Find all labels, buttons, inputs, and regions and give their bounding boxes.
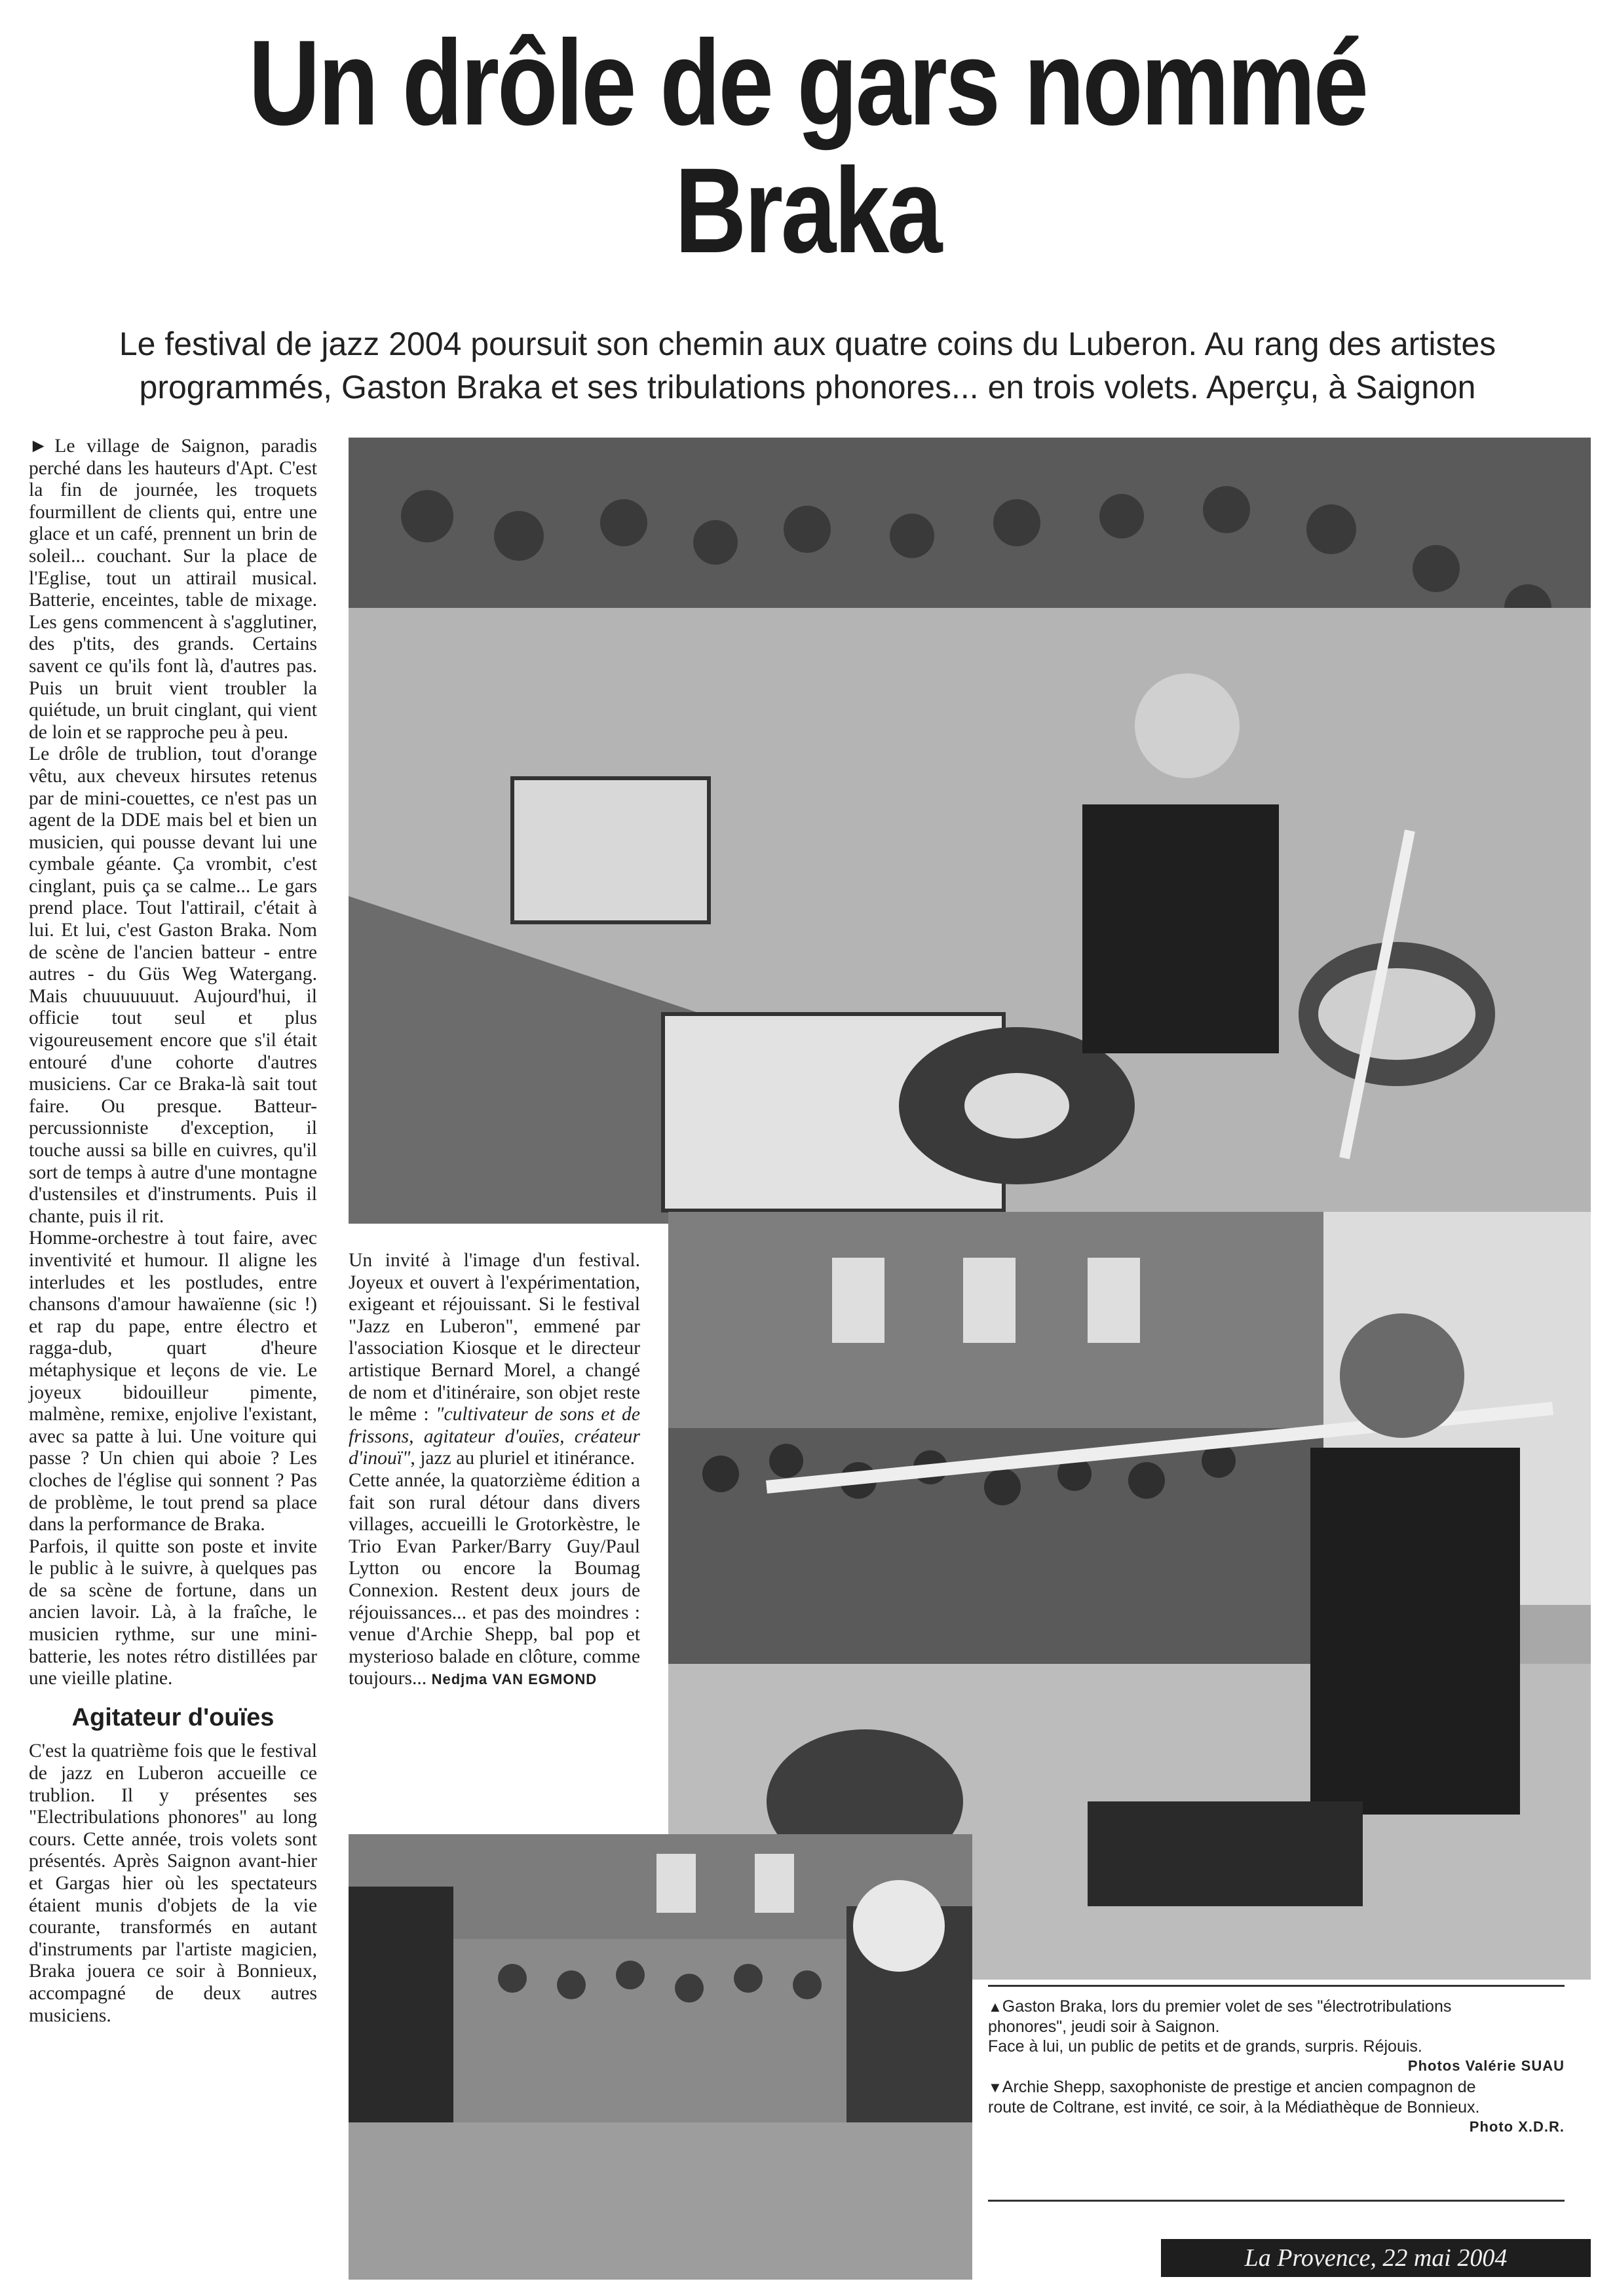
- caption-1: ▲Gaston Braka, lors du premier volet de ses "électrotribulations phonores", jeudi soir à Saignon. Face à lui, un public de petits et de grands, surpris. Réjouis. Photos Valérie SUAU: [988, 1997, 1565, 2076]
- article-column-2: [349, 1250, 640, 1691]
- col2-paragraph-1: Un invité à l'image d'un festival. Joyeux et ouvert à l'expérimentation, exigeant et réjouissant. Si le festival "Jazz en Luberon", emmené par l'association Kiosque et le directeur artistique Bernard Morel, a changé de nom et d'itinéraire, son objet reste le même : "cultivateur de sons et de frissons, agitateur d'ouïes, créateur d'inouï", jazz au pluriel et itinérance.: [349, 1250, 640, 1469]
- deck: [79, 322, 1536, 409]
- caption-bottom-rule: [988, 2200, 1565, 2202]
- caption-2-credit: Photo X.D.R.: [1469, 2118, 1565, 2135]
- photo-braka-stage: [349, 438, 1591, 1224]
- caption-1-marker: ▲: [988, 1999, 1002, 2015]
- deck-line-2: programmés, Gaston Braka et ses tribulations phonores... en trois volets. Aperçu, à Saignon: [139, 369, 1476, 405]
- deck-line-1: Le festival de jazz 2004 poursuit son chemin aux quatre coins du Luberon. Au rang des artistes: [119, 326, 1496, 362]
- author-signature: Nedjma VAN EGMOND: [431, 1671, 598, 1688]
- source-banner: La Provence, 22 mai 2004: [1161, 2239, 1591, 2277]
- paragraph-1: ► Le village de Saignon, paradis perché dans les hauteurs d'Apt. C'est la fin de journée, les troquets fourmillent de clients qui, entre une glace et un café, prennent un brin de soleil... couchant. Sur la place de l'Eglise, tout un attirail musical. Batterie, enceintes, table de mixage. Les gens commencent à s'agglutiner, des p'tits, des grands. Certains savent ce qu'ils font là, d'autres pas. Puis un bruit vient troubler la quiétude, un bruit cinglant, qui vient de loin et se rapproche peu à peu.: [29, 436, 317, 743]
- paragraph-5: C'est la quatrième fois que le festival de jazz en Luberon accueille ce trublion. Il y présentes ses "Electribulations phonores" au long cours. Cette année, trois volets sont présentés. Après Saignon avant-hier et Gargas hier où les spectateurs étaient munis d'objets de la vie courante, transformés en autant d'instruments par l'artiste magicien, Braka jouera ce soir à Bonnieux, accompagné de deux autres musiciens.: [29, 1741, 317, 2026]
- caption-2-marker: ▼: [988, 2079, 1002, 2096]
- caption-1-credit: Photos Valérie SUAU: [1407, 2058, 1565, 2074]
- photo-archie-shepp: [349, 1834, 972, 2280]
- headline: [145, 16, 1470, 278]
- festival-motto: "cultivateur de sons et de frissons, agitateur d'ouïes, créateur d'inouï": [349, 1404, 640, 1469]
- photo-captions: [988, 1997, 1565, 2137]
- headline-line-2: Braka: [674, 143, 941, 278]
- paragraph-2: Le drôle de trublion, tout d'orange vêtu, aux cheveux hirsutes retenus par de mini-couettes, ce n'est pas un agent de la DDE mais bel et bien un musicien, qui pousse devant lui une cymbale géante. Ça vrombit, c'est cinglant, puis ça se calme... Le gars prend place. Tout l'attirail, c'était à lui. Et lui, c'est Gaston Braka. Nom de scène de l'ancien batteur - entre autres - du Güs Weg Watergang. Mais chuuuuuuut. Aujourd'hui, il officie tout seul et plus vigoureusement encore que s'il était entouré d'une cohorte d'autres musiciens. Car ce Braka-là sait tout faire. Ou presque. Batteur-percussionniste d'exception, il touche aussi sa bille en cuivres, qu'il sort de temps à autre d'une montagne d'ustensiles et d'instruments. Puis il chante, puis il rit.: [29, 743, 317, 1227]
- paragraph-4: Parfois, il quitte son poste et invite le public à le suivre, à quelques pas de sa scène de fortune, dans un ancien lavoir. Là, à la fraîche, le musicien rythme, sur une mini-batterie, les notes rétro distillées par une vieille platine.: [29, 1535, 317, 1689]
- paragraph-3: Homme-orchestre à tout faire, avec inventivité et humour. Il aligne les interludes et les postludes, entre chansons d'amour hawaïenne (sic !) et rap du pape, entre électro et ragga-dub, quart d'heure métaphysique et leçons de vie. Le joyeux bidouilleur pimente, malmène, remixe, enjolive l'existant, avec sa patte à lui. Une voiture qui passe ? Un chien qui aboie ? Les cloches de l'église qui sonnent ? Pas de problème, le tout prend sa place dans la performance de Braka.: [29, 1228, 317, 1535]
- article-column-1: [29, 436, 317, 2027]
- subhead-agitateur: Agitateur d'ouïes: [71, 1703, 275, 1731]
- caption-top-rule: [988, 1985, 1565, 1987]
- photo-archie-shepp-image: [349, 1834, 972, 2280]
- photo-braka-stage-image: [349, 438, 1591, 1224]
- headline-line-1: Un drôle de gars nommé: [248, 16, 1367, 151]
- col2-paragraph-2: Cette année, la quatorzième édition a fait son rural détour dans divers villages, accueilli le Grotorkèstre, le Trio Evan Parker/Barry Guy/Paul Lytton ou encore la Boumag Connexion. Restent deux jours de réjouissances... et pas des moindres : venue d'Archie Shepp, bal pop et mysterioso balade en clôture, comme toujours... Nedjma VAN EGMOND: [349, 1469, 640, 1689]
- lead-marker: ►: [29, 436, 48, 457]
- caption-2: ▼Archie Shepp, saxophoniste de prestige et ancien compagnon de route de Coltrane, est invité, ce soir, à la Médiathèque de Bonnieux. Photo X.D.R.: [988, 2077, 1565, 2137]
